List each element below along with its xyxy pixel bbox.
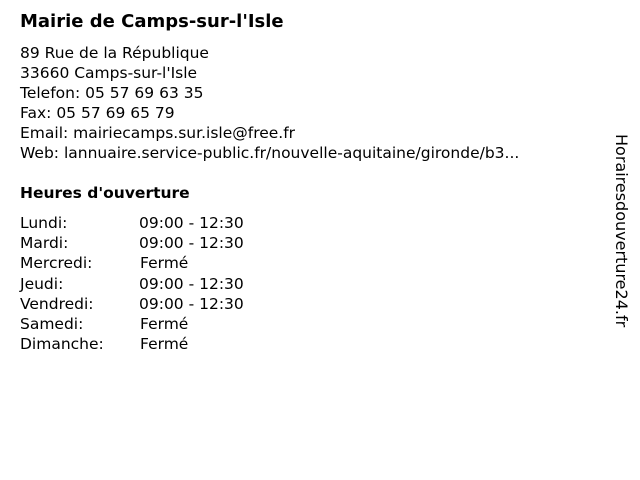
fax-number: Fax: 05 57 69 65 79: [20, 104, 175, 122]
phone-number: Telefon: 05 57 69 63 35: [20, 84, 204, 102]
day-label: Dimanche:: [20, 335, 104, 354]
day-label: Mardi:: [20, 234, 69, 253]
hours-value: 09:00 - 12:30: [139, 274, 244, 293]
hours-value: Fermé: [140, 254, 189, 273]
hours-value: 09:00 - 12:30: [139, 214, 244, 232]
day-label: Vendredi:: [20, 294, 94, 313]
hours-value: Fermé: [140, 314, 189, 333]
day-label: Jeudi:: [20, 274, 64, 293]
day-label: Lundi:: [20, 214, 68, 232]
day-label: Samedi:: [20, 314, 84, 333]
hours-value: 09:00 - 12:30: [139, 234, 244, 253]
website-url: Web: lannuaire.service-public.fr/nouvelle-aquitaine/gironde/b3...: [20, 144, 520, 162]
street-address: 89 Rue de la République: [20, 44, 209, 62]
hours-value: 09:00 - 12:30: [139, 294, 244, 313]
hours-value: Fermé: [140, 335, 189, 354]
city-postcode: 33660 Camps-sur-l'Isle: [20, 64, 198, 82]
opening-hours-heading: Heures d'ouverture: [20, 184, 190, 202]
site-watermark: Horairesdouverture24.fr: [612, 134, 631, 328]
page-title: Mairie de Camps-sur-l'Isle: [20, 11, 284, 32]
day-label: Mercredi:: [20, 254, 93, 273]
contact-block: [20, 43, 519, 163]
email-address: Email: mairiecamps.sur.isle@free.fr: [20, 124, 296, 142]
